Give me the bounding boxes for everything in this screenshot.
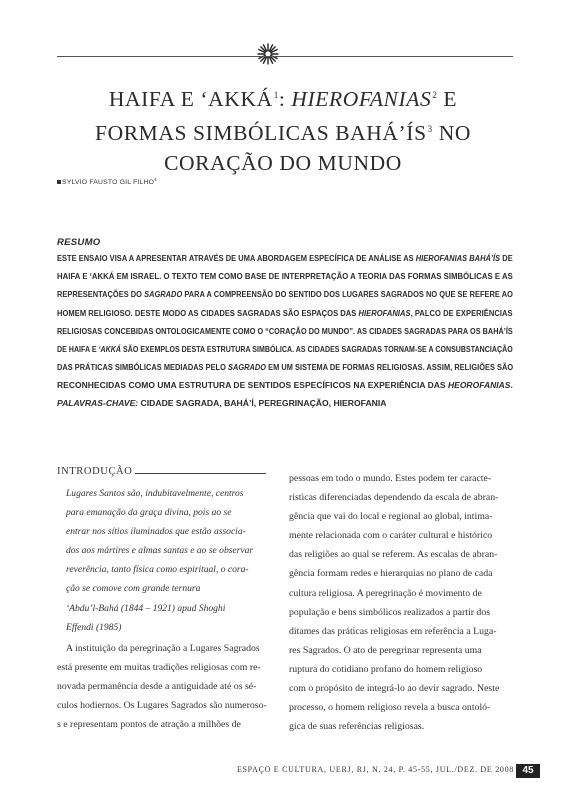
keywords-text: CIDADE SAGRADA, BAHÁ’Í, PEREGRINAÇÃO, HIEROFANIA bbox=[138, 397, 387, 408]
text-line: gência que vai do local e regional ao global, intima- bbox=[289, 511, 493, 523]
abstract-text: EM UM SISTEMA DE FORMAS RELIGIOSAS. ASSIM, RELIGIÕES SÃO bbox=[266, 362, 514, 373]
abstract-line bbox=[57, 322, 513, 340]
text-line: Lugares Santos são, indubitavelmente, centros bbox=[66, 488, 244, 499]
text-line: pessoas em todo o mundo. Estes podem ter caracte- bbox=[289, 473, 492, 484]
text-line: Effendi (1985) bbox=[66, 621, 122, 633]
page-number: 45 bbox=[516, 764, 540, 778]
abstract-heading: RESUMO bbox=[57, 237, 101, 248]
column-left bbox=[57, 465, 267, 734]
abstract-line bbox=[57, 267, 513, 285]
abstract-line bbox=[57, 304, 513, 322]
text-line: está presente em muitas tradições religiosas com re- bbox=[57, 661, 261, 673]
abstract-text: SÃO EXEMPLOS DESTA ESTRUTURA SIMBÓLICA. AS CIDADES SAGRADAS TORNAM-SE A CONSUBSTANCIAÇÃO bbox=[121, 344, 513, 355]
text-line: gência formam redes e hierarquias no plano de cada bbox=[289, 568, 493, 580]
abstract-italic-term: HEOROFANIAS bbox=[447, 380, 511, 391]
star-ornament-icon bbox=[257, 43, 279, 65]
text-line: cultura religiosa. A peregrinação é movimento de bbox=[289, 587, 482, 599]
footnote-ref: 2 bbox=[432, 90, 438, 100]
text-line: entrar nos sítios iluminados que estão associa- bbox=[66, 526, 246, 538]
text-line: mente relacionada com o caráter cultural e histórico bbox=[289, 530, 493, 542]
abstract-italic-term: SAGRADO bbox=[227, 362, 267, 373]
title-line-1 bbox=[60, 80, 506, 114]
text-line: dos aos mártires e almas santas e ao se observar bbox=[66, 545, 254, 557]
text-line: para emanação da graça divina, pois ao se bbox=[66, 507, 232, 519]
epigraph-quote bbox=[66, 484, 267, 637]
abstract-text: DE bbox=[500, 253, 513, 263]
column-right bbox=[289, 469, 513, 736]
abstract-text: . bbox=[510, 380, 513, 391]
body-text-right bbox=[289, 469, 513, 736]
abstract-text: , PALCO DE EXPERIÊNCIAS bbox=[410, 307, 513, 318]
abstract-text: DE HAIFA E bbox=[57, 344, 99, 355]
text-line: população e bens simbólicos realizados a partir dos bbox=[289, 606, 491, 618]
abstract-body bbox=[57, 249, 513, 395]
journal-citation: ESPAÇO E CULTURA, UERJ, RJ, N. 24, P. 45-55, JUL./DEZ. DE 2008 bbox=[236, 765, 514, 774]
text-line: ção se comove com grande ternura bbox=[66, 583, 201, 595]
heading-rule bbox=[135, 473, 266, 474]
abstract-italic-term: ‘AKKÁ bbox=[98, 344, 122, 355]
text-line: rísticas diferenciadas dependendo da escala de abran- bbox=[289, 492, 499, 504]
text-line: das religiões ao qual se referem. As escalas de abran- bbox=[289, 549, 498, 561]
abstract-text: DAS PRÁTICAS SIMBÓLICAS MEDIADAS PELO bbox=[57, 362, 228, 373]
text-line: ditames das práticas religiosas em referência a Luga- bbox=[289, 625, 497, 637]
abstract-line bbox=[57, 376, 513, 394]
text-line: com o propósito de integrá-lo ao devir sagrado. Neste bbox=[289, 683, 500, 695]
abstract-italic-term: SAGRADO bbox=[144, 289, 183, 300]
abstract-text: HAIFA E ‘AKKÁ EM ISRAEL. O TEXTO TEM COMO BASE DE INTERPRETAÇÃO A TEORIA DAS FORMAS SIMBÓLICAS E AS bbox=[57, 271, 513, 282]
footnote-ref: 3 bbox=[427, 124, 433, 134]
text-line: s e representam pontos de atração a milhões de bbox=[57, 719, 241, 731]
abstract-italic-term: HIEROFANIAS bbox=[358, 307, 411, 318]
abstract-line bbox=[57, 285, 513, 303]
text-line: ‘Abdu’l-Bahá (1844 – 1921) apud Shoghi bbox=[66, 602, 226, 614]
footnote-ref: 4 bbox=[154, 177, 157, 182]
title-text: HAIFA E ‘AKKÁ bbox=[108, 87, 273, 111]
text-line: ruptura do cotidiano profano do homem religioso bbox=[289, 663, 483, 675]
article-title bbox=[60, 80, 506, 178]
abstract-text: REPRESENTAÇÕES DO bbox=[57, 289, 145, 300]
keywords-line bbox=[57, 395, 513, 411]
text-line: A instituição da peregrinação a Lugares Sagrados bbox=[66, 642, 260, 654]
body-text-left bbox=[57, 639, 267, 734]
abstract-line bbox=[57, 340, 513, 358]
text-line: culos hodiernos. Os Lugares Sagrados são numeroso- bbox=[57, 700, 267, 712]
title-italic: HIEROFANIAS bbox=[291, 87, 432, 111]
text-line: novada permanência desde a antiguidade até os sé- bbox=[57, 680, 257, 692]
abstract-text: PARA A COMPREENSÃO DO SENTIDO DOS LUGARES SAGRADOS NO QUE SE REFERE AO bbox=[182, 289, 513, 300]
title-text: : bbox=[278, 87, 292, 111]
abstract-text: RELIGIOSAS CONCEBIDAS ONTOLOGICAMENTE COMO O “CORAÇÃO DO MUNDO”. AS CIDADES SAGRADAS PARA OS BAHÁ’ÍS bbox=[57, 325, 513, 336]
abstract-italic-term: HIEROFANIAS BAHÁ’ÍS bbox=[415, 253, 501, 263]
title-text: NO bbox=[432, 121, 471, 145]
section-heading-text: INTRODUÇÃO bbox=[57, 466, 133, 477]
top-rule bbox=[57, 56, 513, 57]
footnote-ref: 1 bbox=[273, 90, 279, 100]
title-line-3: CORAÇÃO DO MUNDO bbox=[164, 151, 402, 175]
text-line: processo, o homem religioso revela a busca ontoló- bbox=[289, 702, 491, 714]
page-footer bbox=[0, 764, 566, 778]
abstract-text: HOMEM RELIGIOSO. DESTE MODO AS CIDADES SAGRADAS SÃO ESPAÇOS DAS bbox=[57, 307, 359, 318]
text-line: reverência, tanto física como espiritual, o cora- bbox=[66, 564, 249, 576]
text-line: res Sagrados. O ato de peregrinar representa uma bbox=[289, 644, 482, 656]
title-text: E bbox=[437, 87, 458, 111]
abstract-text: RECONHECIDAS COMO UMA ESTRUTURA DE SENTIDOS ESPECÍFICOS NA EXPERIÊNCIA DAS bbox=[57, 380, 448, 391]
title-line-2 bbox=[60, 114, 506, 148]
section-heading bbox=[57, 465, 267, 479]
keywords-label: PALAVRAS-CHAVE: bbox=[57, 397, 139, 408]
abstract-section bbox=[57, 236, 513, 411]
abstract-line bbox=[57, 249, 513, 267]
abstract-text: ESTE ENSAIO VISA A APRESENTAR ATRAVÉS DE UMA ABORDAGEM ESPECÍFICA DE ANÁLISE AS bbox=[57, 253, 416, 263]
author-name: SYLVIO FAUSTO GIL FILHO bbox=[62, 179, 155, 186]
square-bullet-icon bbox=[57, 180, 61, 184]
abstract-line bbox=[57, 358, 514, 376]
text-line: gica de suas referências religiosas. bbox=[289, 721, 425, 733]
title-text: FORMAS SIMBÓLICAS BAHÁ’ÍS bbox=[95, 121, 427, 145]
author-line bbox=[57, 177, 157, 186]
